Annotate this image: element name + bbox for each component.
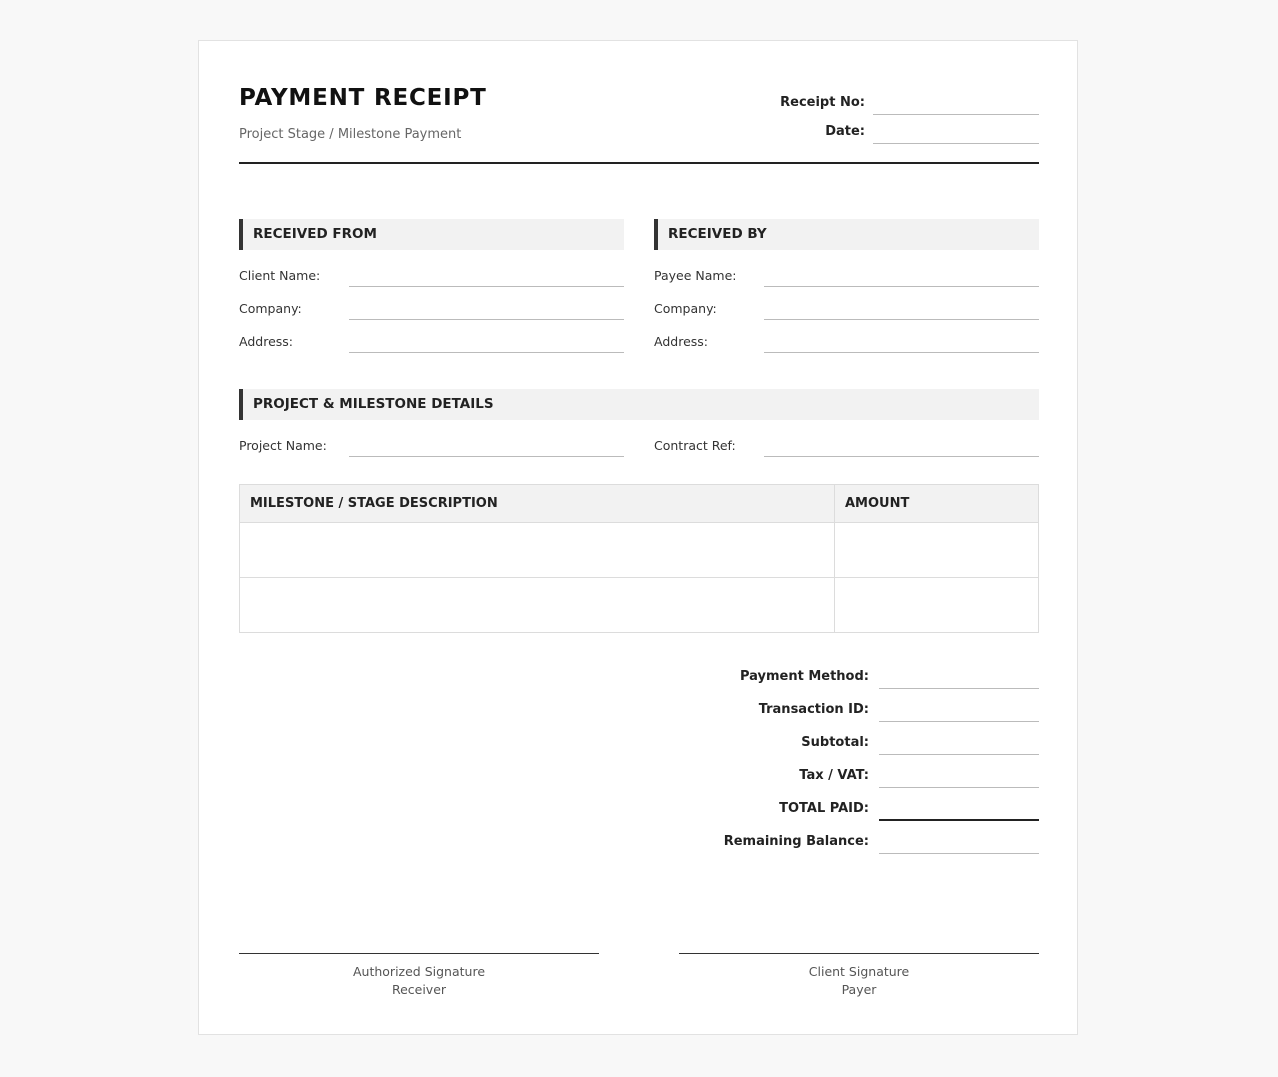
contract-ref-row (654, 434, 1039, 457)
receipt-meta (739, 86, 1039, 144)
client-name-row (239, 264, 624, 287)
milestone-table (239, 484, 1039, 633)
transaction-id-row (719, 689, 1039, 722)
description-cell[interactable] (240, 523, 835, 578)
amount-header: AMOUNT (835, 485, 1039, 523)
project-name-row (239, 434, 624, 457)
payee-company-field[interactable] (764, 297, 1039, 320)
tax-field[interactable] (879, 757, 1039, 788)
client-name-field[interactable] (349, 264, 624, 287)
description-header: MILESTONE / STAGE DESCRIPTION (240, 485, 835, 523)
payee-address-row (654, 330, 1039, 353)
remaining-balance-label: Remaining Balance: (723, 834, 869, 849)
receiver-signature-line[interactable] (239, 953, 599, 954)
payee-company-row (654, 297, 1039, 320)
table-row (240, 523, 1039, 578)
receiver-signature-role: Receiver (391, 982, 447, 997)
payee-name-field[interactable] (764, 264, 1039, 287)
project-name-field[interactable] (349, 434, 624, 457)
totals-block (719, 656, 1039, 854)
client-address-row (239, 330, 624, 353)
client-address-field[interactable] (349, 330, 624, 353)
client-name-label: Client Name: (239, 268, 321, 283)
subtotal-row (719, 722, 1039, 755)
payer-signature-block (679, 953, 1039, 997)
received-from-heading: RECEIVED FROM (239, 219, 624, 250)
table-header-row (240, 485, 1039, 523)
payee-address-field[interactable] (764, 330, 1039, 353)
project-details-heading: PROJECT & MILESTONE DETAILS (239, 389, 1039, 420)
page-subtitle: Project Stage / Milestone Payment (239, 127, 462, 142)
subtotal-label: Subtotal: (801, 735, 869, 750)
payer-signature-role: Payer (841, 982, 877, 997)
transaction-id-label: Transaction ID: (758, 702, 869, 717)
transaction-id-field[interactable] (879, 691, 1039, 722)
receipt-no-label: Receipt No: (780, 95, 865, 110)
total-paid-field[interactable] (879, 789, 1039, 821)
client-company-label: Company: (239, 301, 302, 316)
receipt-no-field[interactable] (873, 90, 1039, 115)
remaining-balance-field[interactable] (879, 823, 1039, 854)
total-paid-row (719, 788, 1039, 821)
client-address-label: Address: (239, 334, 293, 349)
tax-label: Tax / VAT: (799, 768, 869, 783)
receiver-signature-block (239, 953, 599, 997)
receiver-signature-title: Authorized Signature (352, 964, 486, 979)
date-label: Date: (825, 124, 865, 139)
payment-method-field[interactable] (879, 658, 1039, 689)
date-row (739, 115, 1039, 144)
payee-name-label: Payee Name: (654, 268, 737, 283)
table-row (240, 578, 1039, 633)
remaining-balance-row (719, 821, 1039, 854)
payer-signature-title: Client Signature (808, 964, 910, 979)
client-company-row (239, 297, 624, 320)
payer-signature-line[interactable] (679, 953, 1039, 954)
tax-row (719, 755, 1039, 788)
payee-address-label: Address: (654, 334, 708, 349)
payment-method-row (719, 656, 1039, 689)
receipt-page (198, 40, 1078, 1035)
receipt-no-row (739, 86, 1039, 115)
client-company-field[interactable] (349, 297, 624, 320)
date-field[interactable] (873, 119, 1039, 144)
total-paid-label: TOTAL PAID: (779, 801, 869, 816)
amount-cell[interactable] (835, 523, 1039, 578)
contract-ref-field[interactable] (764, 434, 1039, 457)
description-cell[interactable] (240, 578, 835, 633)
subtotal-field[interactable] (879, 724, 1039, 755)
payee-company-label: Company: (654, 301, 717, 316)
amount-cell[interactable] (835, 578, 1039, 633)
received-by-heading: RECEIVED BY (654, 219, 1039, 250)
payee-name-row (654, 264, 1039, 287)
page-title: PAYMENT RECEIPT (239, 85, 487, 111)
contract-ref-label: Contract Ref: (654, 438, 736, 453)
header-divider (239, 162, 1039, 164)
project-name-label: Project Name: (239, 438, 327, 453)
payment-method-label: Payment Method: (739, 669, 869, 684)
